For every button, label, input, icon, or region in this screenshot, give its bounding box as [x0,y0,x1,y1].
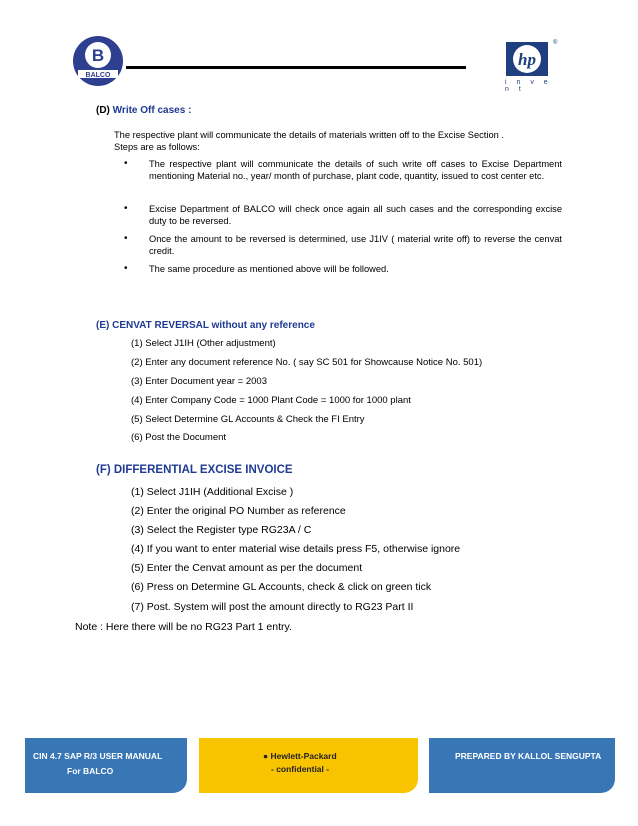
bullet-dot: • [124,203,128,214]
footer-company-name: Hewlett-Packard [270,751,337,761]
footer-company [263,751,337,761]
header-rule [126,66,466,69]
balco-logo-text: BALCO [85,72,111,79]
section-f-heading: (F) DIFFERENTIAL EXCISE INVOICE [96,464,293,476]
bullet-dot: • [124,158,128,169]
section-f-step-4: (4) If you want to enter material wise details press F5, otherwise ignore [131,543,461,555]
footer-author: PREPARED BY KALLOL SENGUPTA [455,751,602,761]
section-d-title: Write Off cases : [112,105,192,116]
footer-manual-box [25,738,187,793]
bullet-dot: • [124,263,128,274]
section-f-step-3: (3) Select the Register type RG23A / C [131,524,312,536]
section-e-step-1: (1) Select J1IH (Other adjustment) [131,338,276,349]
section-e-heading: (E) CENVAT REVERSAL without any reference [96,320,315,331]
section-d-intro-1: The respective plant will communicate the details of materials written off to the Excise Section . [114,130,504,140]
footer-manual-title: CIN 4.7 SAP R/3 USER MANUAL [33,751,163,761]
section-f-step-1: (1) Select J1IH (Additional Excise ) [131,486,294,498]
section-d-bullet-3: Once the amount to be reversed is determined, use J1IV ( material write off) to reverse the cenvat credit. [149,234,562,256]
section-f-step-2: (2) Enter the original PO Number as reference [131,505,346,517]
section-e-step-3: (3) Enter Document year = 2003 [131,376,267,387]
hp-logo [505,41,549,77]
balco-logo [72,35,124,87]
copyright-icon: ● [263,751,269,761]
hp-registered-mark: ® [553,40,558,46]
footer-author-box [429,738,615,793]
section-e-step-4: (4) Enter Company Code = 1000 Plant Code = 1000 for 1000 plant [131,395,411,406]
section-d-bullet-2: Excise Department of BALCO will check once again all such cases and the corresponding excise duty to be reversed. [149,204,562,226]
section-e-step-2: (2) Enter any document reference No. ( say SC 501 for Showcause Notice No. 501) [131,357,483,368]
section-d-label: (D) [96,105,110,116]
bullet-dot: • [124,233,128,244]
section-f-step-5: (5) Enter the Cenvat amount as per the document [131,562,363,574]
section-d-intro-2: Steps are as follows: [114,142,200,152]
section-e-step-6: (6) Post the Document [131,432,227,443]
section-f-step-6: (6) Press on Determine GL Accounts, check & click on green tick [131,581,432,593]
hp-logo-text: hp [518,50,536,69]
section-d-bullet-4: The same procedure as mentioned above will be followed. [149,264,389,274]
section-e-step-5: (5) Select Determine GL Accounts & Check the FI Entry [131,414,365,425]
footer-confidential: - confidential - [271,764,330,774]
svg-text:B: B [91,46,105,65]
note-text: Note : Here there will be no RG23 Part 1 entry. [75,621,292,633]
section-d-heading [96,105,191,116]
footer-confidential-box [199,738,418,793]
section-d-bullet-1: The respective plant will communicate the details of such write off cases to Excise Department mentioning Material no., year/ month of purchase, plant code, quantity, issued to cost center etc. [149,159,562,181]
footer-client: For BALCO [67,766,114,776]
hp-tagline: i n v e n t [505,79,552,93]
section-f-step-7: (7) Post. System will post the amount directly to RG23 Part II [131,601,414,613]
